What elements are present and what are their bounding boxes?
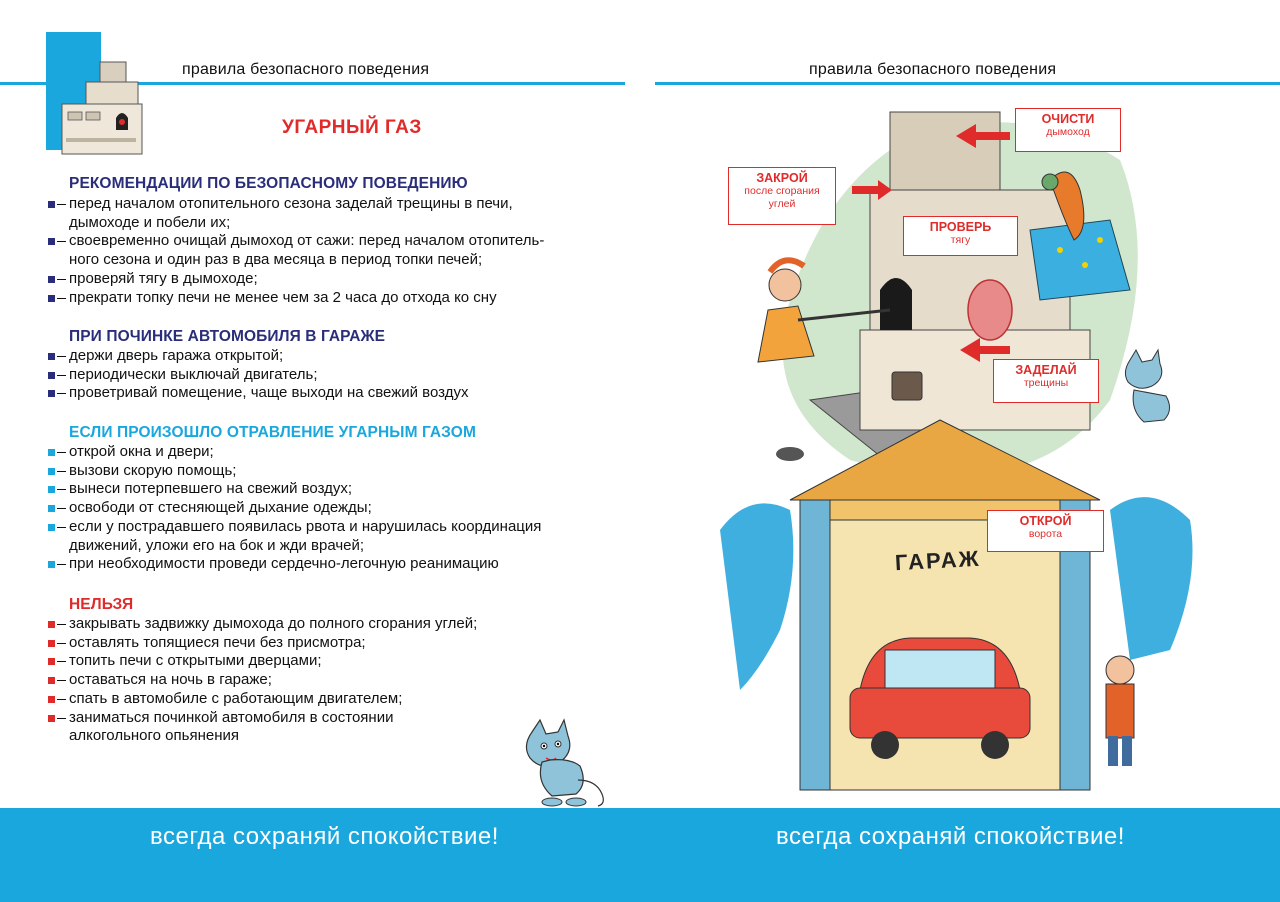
label-title: ЗАКРОЙ (756, 171, 808, 185)
garage-list (46, 347, 636, 403)
list-item: заниматься починкой автомобиля в состоянии (46, 709, 636, 728)
label-sub: дымоход (1046, 126, 1090, 138)
list-item-continuation: дымоходе и побели их; (69, 213, 231, 231)
list-item: проветривай помещение, чаще выходи на свежий воздух (46, 384, 636, 403)
label-sub: трещины (1023, 377, 1069, 389)
label-title: ПРОВЕРЬ (929, 220, 992, 234)
label-open-gate (987, 510, 1104, 552)
list-item-continuation: движений, уложи его на бок и жди врачей; (69, 536, 365, 554)
label-sub: после сгорания углей (744, 185, 820, 210)
list-item: при необходимости проведи сердечно-легочную реанимацию (46, 555, 636, 574)
list-item: оставаться на ночь в гараже; (46, 671, 636, 690)
poisoning-list (46, 443, 636, 574)
forbidden-heading: НЕЛЬЗЯ (69, 596, 134, 613)
label-sub: тягу (950, 234, 971, 246)
garage-heading: ПРИ ПОЧИНКЕ АВТОМОБИЛЯ В ГАРАЖЕ (69, 328, 386, 345)
header-left-text: правила безопасного поведения (182, 61, 430, 78)
label-title: ЗАДЕЛАЙ (1015, 363, 1077, 377)
footer-right-text: всегда сохраняй спокойствие! (776, 823, 1125, 850)
footer-left-text: всегда сохраняй спокойствие! (150, 823, 499, 850)
label-clean-chimney (1015, 108, 1121, 152)
list-item-continuation: алкогольного опьянения (69, 727, 239, 745)
list-item: если у пострадавшего появилась рвота и нарушилась координация (46, 518, 636, 537)
list-item: оставлять топящиеся печи без присмотра; (46, 634, 636, 653)
list-item: топить печи с открытыми дверцами; (46, 652, 636, 671)
list-item: проверяй тягу в дымоходе; (46, 270, 636, 289)
garage-sign: ГАРАЖ (894, 545, 982, 576)
poisoning-heading: ЕСЛИ ПРОИЗОШЛО ОТРАВЛЕНИЕ УГАРНЫМ ГАЗОМ (69, 424, 476, 441)
label-title: ОТКРОЙ (1019, 514, 1072, 528)
list-item: прекрати топку печи не менее чем за 2 часа до отхода ко сну (46, 289, 636, 308)
recommendations-list (46, 195, 636, 307)
list-item: спать в автомобиле с работающим двигателем; (46, 690, 636, 709)
header-rule-right (655, 82, 1280, 85)
list-item: вызови скорую помощь; (46, 462, 636, 481)
list-item: своевременно очищай дымоход от сажи: перед началом отопитель- (46, 232, 636, 251)
list-item: перед началом отопительного сезона заделай трещины в печи, (46, 195, 636, 214)
cat-illustration-left (512, 718, 622, 810)
list-item: освободи от стесняющей дыхание одежды; (46, 499, 636, 518)
recommendations-heading: РЕКОМЕНДАЦИИ ПО БЕЗОПАСНОМУ ПОВЕДЕНИЮ (69, 175, 468, 192)
list-item: закрывать задвижку дымохода до полного сгорания углей; (46, 615, 636, 634)
header-right-text: правила безопасного поведения (809, 61, 1057, 78)
page-title: УГАРНЫЙ ГАЗ (282, 117, 422, 138)
list-item: периодически выключай двигатель; (46, 366, 636, 385)
label-pointers (840, 110, 1020, 370)
label-close-damper (728, 167, 836, 225)
stove-icon (56, 60, 146, 156)
label-sub: ворота (1028, 528, 1063, 540)
list-item: держи дверь гаража открытой; (46, 347, 636, 366)
list-item-continuation: ного сезона и один раз в два месяца в период топки печей; (69, 251, 483, 269)
label-title: ОЧИСТИ (1041, 112, 1095, 126)
list-item: открой окна и двери; (46, 443, 636, 462)
list-item: вынеси потерпевшего на свежий воздух; (46, 480, 636, 499)
